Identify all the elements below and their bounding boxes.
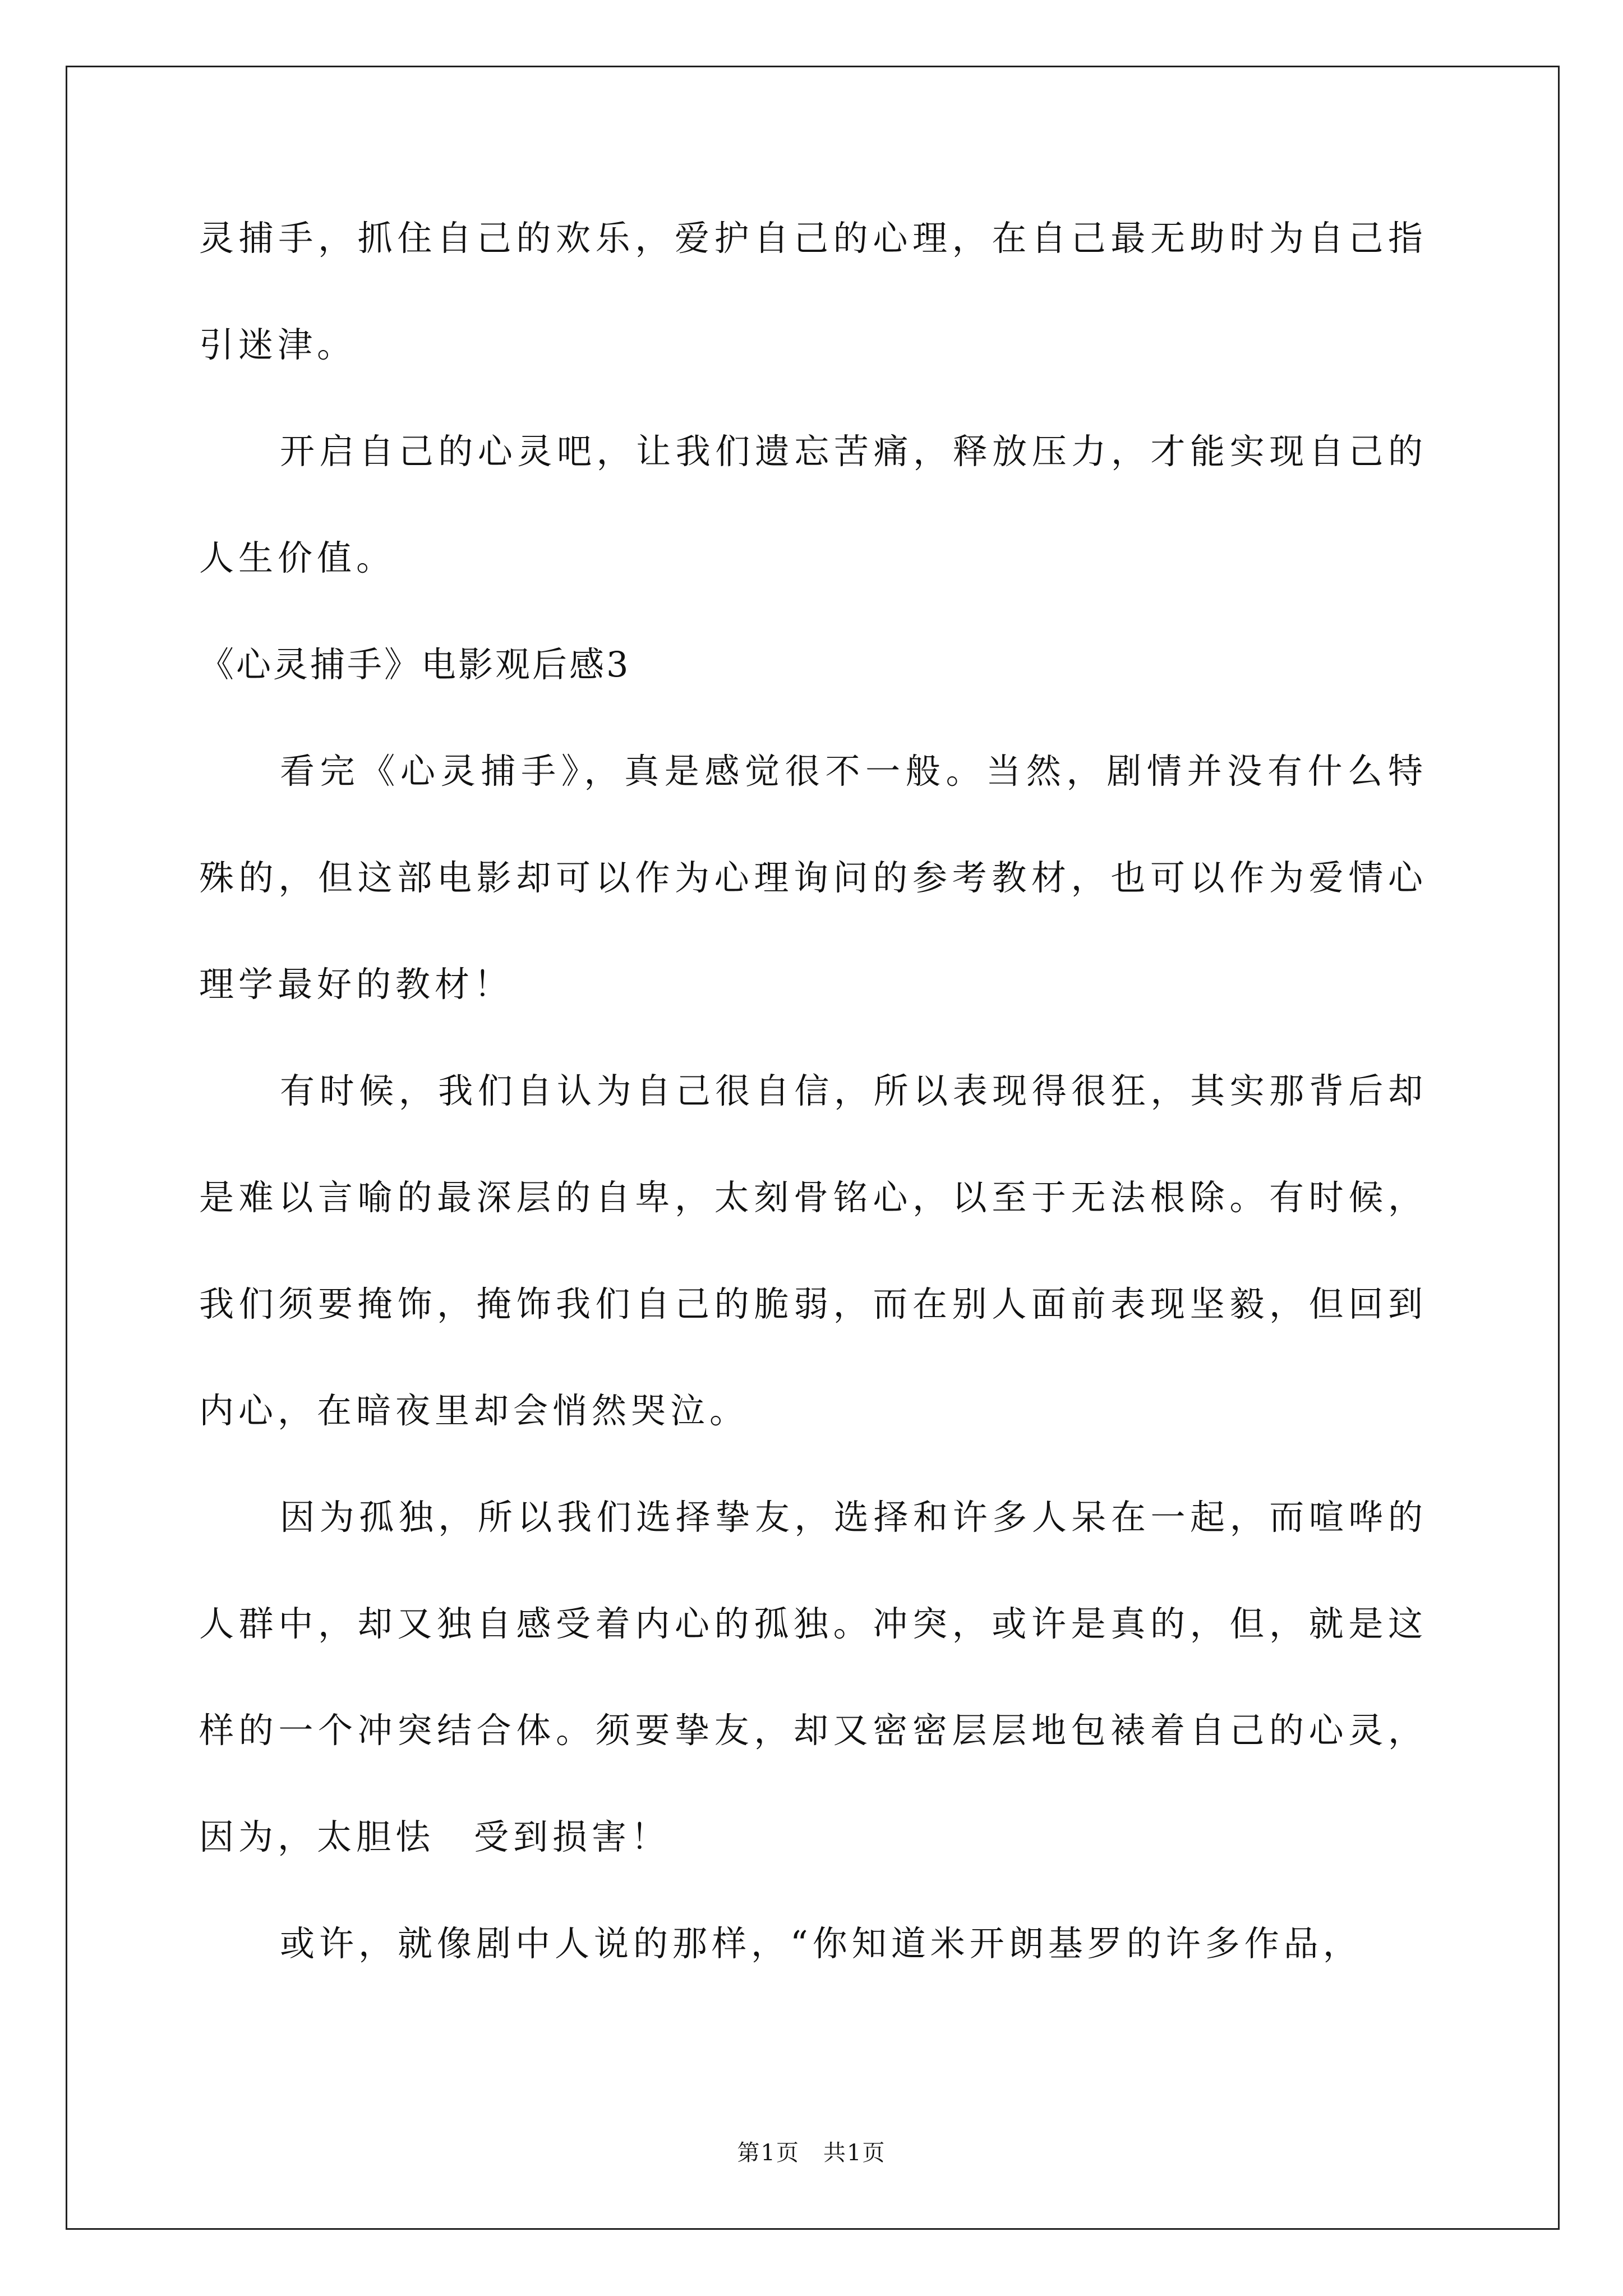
document-body bbox=[199, 185, 1427, 1997]
paragraph-continuation: 灵捕手，抓住自己的欢乐，爱护自己的心理，在自己最无助时为自己指引迷津。 bbox=[199, 218, 1427, 365]
paragraph: 或许，就像剧中人说的那样，“你知道米开朗基罗的许多作品， bbox=[280, 1923, 1362, 1964]
paragraph: 开启自己的心灵吧，让我们遗忘苦痛，释放压力，才能实现自己的人生价值。 bbox=[199, 431, 1427, 578]
page-number-footer: 第1页 共1页 bbox=[737, 2140, 886, 2166]
paragraph: 因为孤独，所以我们选择挚友，选择和许多人呆在一起，而喧哗的人群中，却又独自感受着内心的孤独。冲突，或许是真的，但，就是这样的一个冲突结合体。须要挚友，却又密密层层地包裱着自己的心灵，因为，太胆怯 受到损害！ bbox=[199, 1497, 1427, 1857]
paragraph: 看完《心灵捕手》，真是感觉很不一般。当然，剧情并没有什么特殊的，但这部电影却可以作为心理询问的参考教材，也可以作为爱情心理学最好的教材！ bbox=[199, 751, 1427, 1005]
section-heading: 《心灵捕手》电影观后感3 bbox=[199, 644, 631, 685]
paragraph: 有时候，我们自认为自己很自信，所以表现得很狂，其实那背后却是难以言喻的最深层的自卑，太刻骨铭心，以至于无法根除。有时候，我们须要掩饰，掩饰我们自己的脆弱，而在别人面前表现坚毅，但回到内心，在暗夜里却会悄然哭泣。 bbox=[199, 1070, 1427, 1431]
